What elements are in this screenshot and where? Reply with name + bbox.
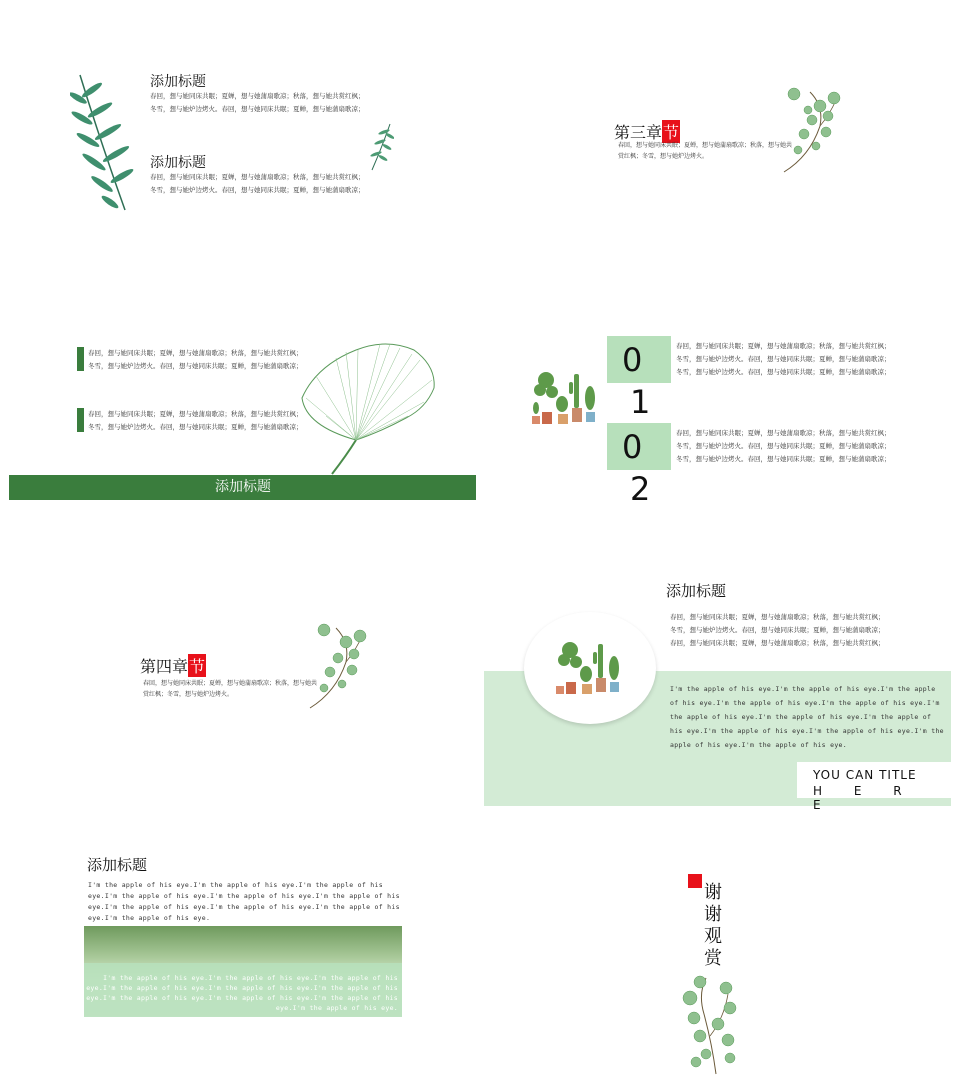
overlay-line: eye.I'm the apple of his eye.: [275, 1004, 398, 1012]
chapter-title-text: 第三章: [614, 123, 663, 142]
body-text-line: 赏红枫；冬雪，想与她炉边烤火。: [143, 691, 234, 698]
potted-plants-illustration: [528, 360, 604, 432]
body-text-line: 春回，想与她同床共眠；夏蝉，想与她蒲扇歌凉；秋落，想与她共赏红枫；: [150, 173, 365, 181]
eucalyptus-illustration: [780, 86, 842, 176]
body-text-line: 春回，想与她同床共眠；夏蝉，想与她蒲扇歌凉；秋落，想与她共赏红枫；: [676, 342, 891, 350]
number-digit: 0: [622, 341, 643, 379]
english-paragraph: [88, 880, 400, 924]
number-digit: 1: [630, 383, 651, 421]
red-stamp: 节: [188, 654, 206, 677]
section-title-1: 添加标题: [150, 74, 206, 90]
slide-8: [484, 816, 960, 1084]
slide-3: [0, 272, 476, 540]
thanks-char: 谢: [704, 904, 722, 925]
chapter-title: [140, 654, 206, 677]
number-digit: 2: [630, 470, 651, 508]
body-text-line: 春回，想与她同床共眠；夏蝉，想与她蒲扇歌凉；秋落，想与她共: [143, 680, 318, 687]
red-stamp: [688, 874, 702, 888]
eucalyptus-illustration: [306, 622, 368, 712]
overlay-line: eye.I'm the apple of his eye.I'm the apple of his eye.I'm the apple of his: [86, 984, 398, 992]
body-text-line: 赏红枫；冬雪，想与她炉边烤火。: [618, 153, 709, 160]
body-text-line: 冬雪，想与她炉边烤火。春回，想与她同床共眠；夏蝉，想与她蒲扇歌凉；: [88, 423, 303, 431]
english-line: his eye.I'm the apple of his eye.I'm the apple of his eye.I'm the: [670, 727, 944, 735]
section-title: 添加标题: [87, 856, 148, 874]
overlay-line: eye.I'm the apple of his eye.I'm the apple of his eye.I'm the apple of his: [86, 994, 398, 1002]
body-text-line: 冬雪，想与她炉边烤火。春回，想与她同床共眠；夏蝉，想与她蒲扇歌凉；: [88, 362, 303, 370]
thanks-char: 观: [704, 926, 722, 947]
section-title: 添加标题: [666, 582, 727, 600]
ginkgo-leaf-illustration: [296, 336, 446, 476]
body-text-line: 春回，想与她同床共眠；夏蝉，想与她蒲扇歌凉；秋落，想与她共: [618, 142, 793, 149]
chapter-title-text: 第四章: [140, 657, 189, 676]
body-text-line: 春回，想与她同床共眠；夏蝉，想与她蒲扇歌凉；秋落，想与她共赏红枫；: [670, 639, 885, 647]
english-line: the apple of his eye.I'm the apple of his eye.I'm the apple of: [670, 713, 932, 721]
english-line: eye.I'm the apple of his eye.I'm the apple of his eye.I'm the apple of his: [88, 903, 400, 911]
body-text-line: 冬雪，想与她炉边烤火。春回，想与她同床共眠；夏蝉，想与她蒲扇歌凉；: [676, 355, 891, 363]
body-text-line: 春回，想与她同床共眠；夏蝉，想与她蒲扇歌凉；秋落，想与她共赏红枫；: [670, 613, 885, 621]
english-line: eye.I'm the apple of his eye.: [88, 914, 211, 922]
accent-bar: [77, 408, 84, 432]
slide-5: [0, 544, 476, 812]
body-text-line: 冬雪，想与她炉边烤火。春回，想与她同床共眠；夏蝉，想与她蒲扇歌凉；: [670, 626, 885, 634]
body-text-line: 冬雪，想与她炉边烤火。春回，想与她同床共眠；夏蝉，想与她蒲扇歌凉；: [150, 105, 365, 113]
tag-line-2: H E R E: [813, 784, 916, 812]
accent-bar: [77, 347, 84, 371]
body-text-line: 春回，想与她同床共眠；夏蝉，想与她蒲扇歌凉；秋落，想与她共赏红枫；: [150, 92, 365, 100]
slide-1: [0, 0, 476, 268]
body-text-line: 春回，想与她同床共眠；夏蝉，想与她蒲扇歌凉；秋落，想与她共赏红枫；: [676, 429, 891, 437]
english-line: I'm the apple of his eye.I'm the apple of his eye.I'm the apple: [670, 685, 936, 693]
potted-plants-illustration: [552, 630, 628, 702]
english-paragraph: [670, 682, 944, 752]
body-text-line: 春回，想与她同床共眠；夏蝉，想与她蒲扇歌凉；秋落，想与她共赏红枫；: [88, 349, 303, 357]
english-line: of his eye.I'm the apple of his eye.I'm the apple of his eye.I'm: [670, 699, 940, 707]
thanks-char: 谢: [704, 882, 722, 903]
eucalyptus-illustration: [676, 974, 748, 1078]
small-fern-illustration: [368, 122, 394, 172]
slide-2: [484, 0, 960, 268]
overlay-line: I'm the apple of his eye.I'm the apple of his eye.I'm the apple of his: [103, 974, 398, 982]
slide-4: [484, 272, 960, 540]
fern-leaf-illustration: [70, 70, 140, 215]
english-line: I'm the apple of his eye.I'm the apple of his eye.I'm the apple of his: [88, 881, 383, 889]
tag-line-1: YOU CAN TITLE: [813, 768, 917, 782]
title-tag: [797, 762, 951, 812]
slide-6: [484, 544, 960, 812]
thanks-char: 赏: [704, 948, 722, 969]
body-text-line: 冬雪，想与她炉边烤火。春回，想与她同床共眠；夏蝉，想与她蒲扇歌凉；: [676, 455, 891, 463]
title-banner: 添加标题: [9, 475, 476, 500]
thanks-vertical-text: [704, 882, 726, 970]
overlay-paragraph: [84, 973, 398, 1013]
number-digit: 0: [622, 428, 643, 466]
body-text-line: 春回，想与她同床共眠；夏蝉，想与她蒲扇歌凉；秋落，想与她共赏红枫；: [88, 410, 303, 418]
english-line: apple of his eye.I'm the apple of his eye.: [670, 741, 847, 749]
body-text-line: 冬雪，想与她炉边烤火。春回，想与她同床共眠；夏蝉，想与她蒲扇歌凉；: [676, 368, 891, 376]
english-line: eye.I'm the apple of his eye.I'm the apple of his eye.I'm the apple of his: [88, 892, 400, 900]
slide-7: [0, 816, 476, 1084]
body-text-line: 冬雪，想与她炉边烤火。春回，想与她同床共眠；夏蝉，想与她蒲扇歌凉；: [150, 186, 365, 194]
red-stamp: 节: [662, 120, 680, 143]
body-text-line: 冬雪，想与她炉边烤火。春回，想与她同床共眠；夏蝉，想与她蒲扇歌凉；: [676, 442, 891, 450]
section-title-2: 添加标题: [150, 155, 206, 171]
